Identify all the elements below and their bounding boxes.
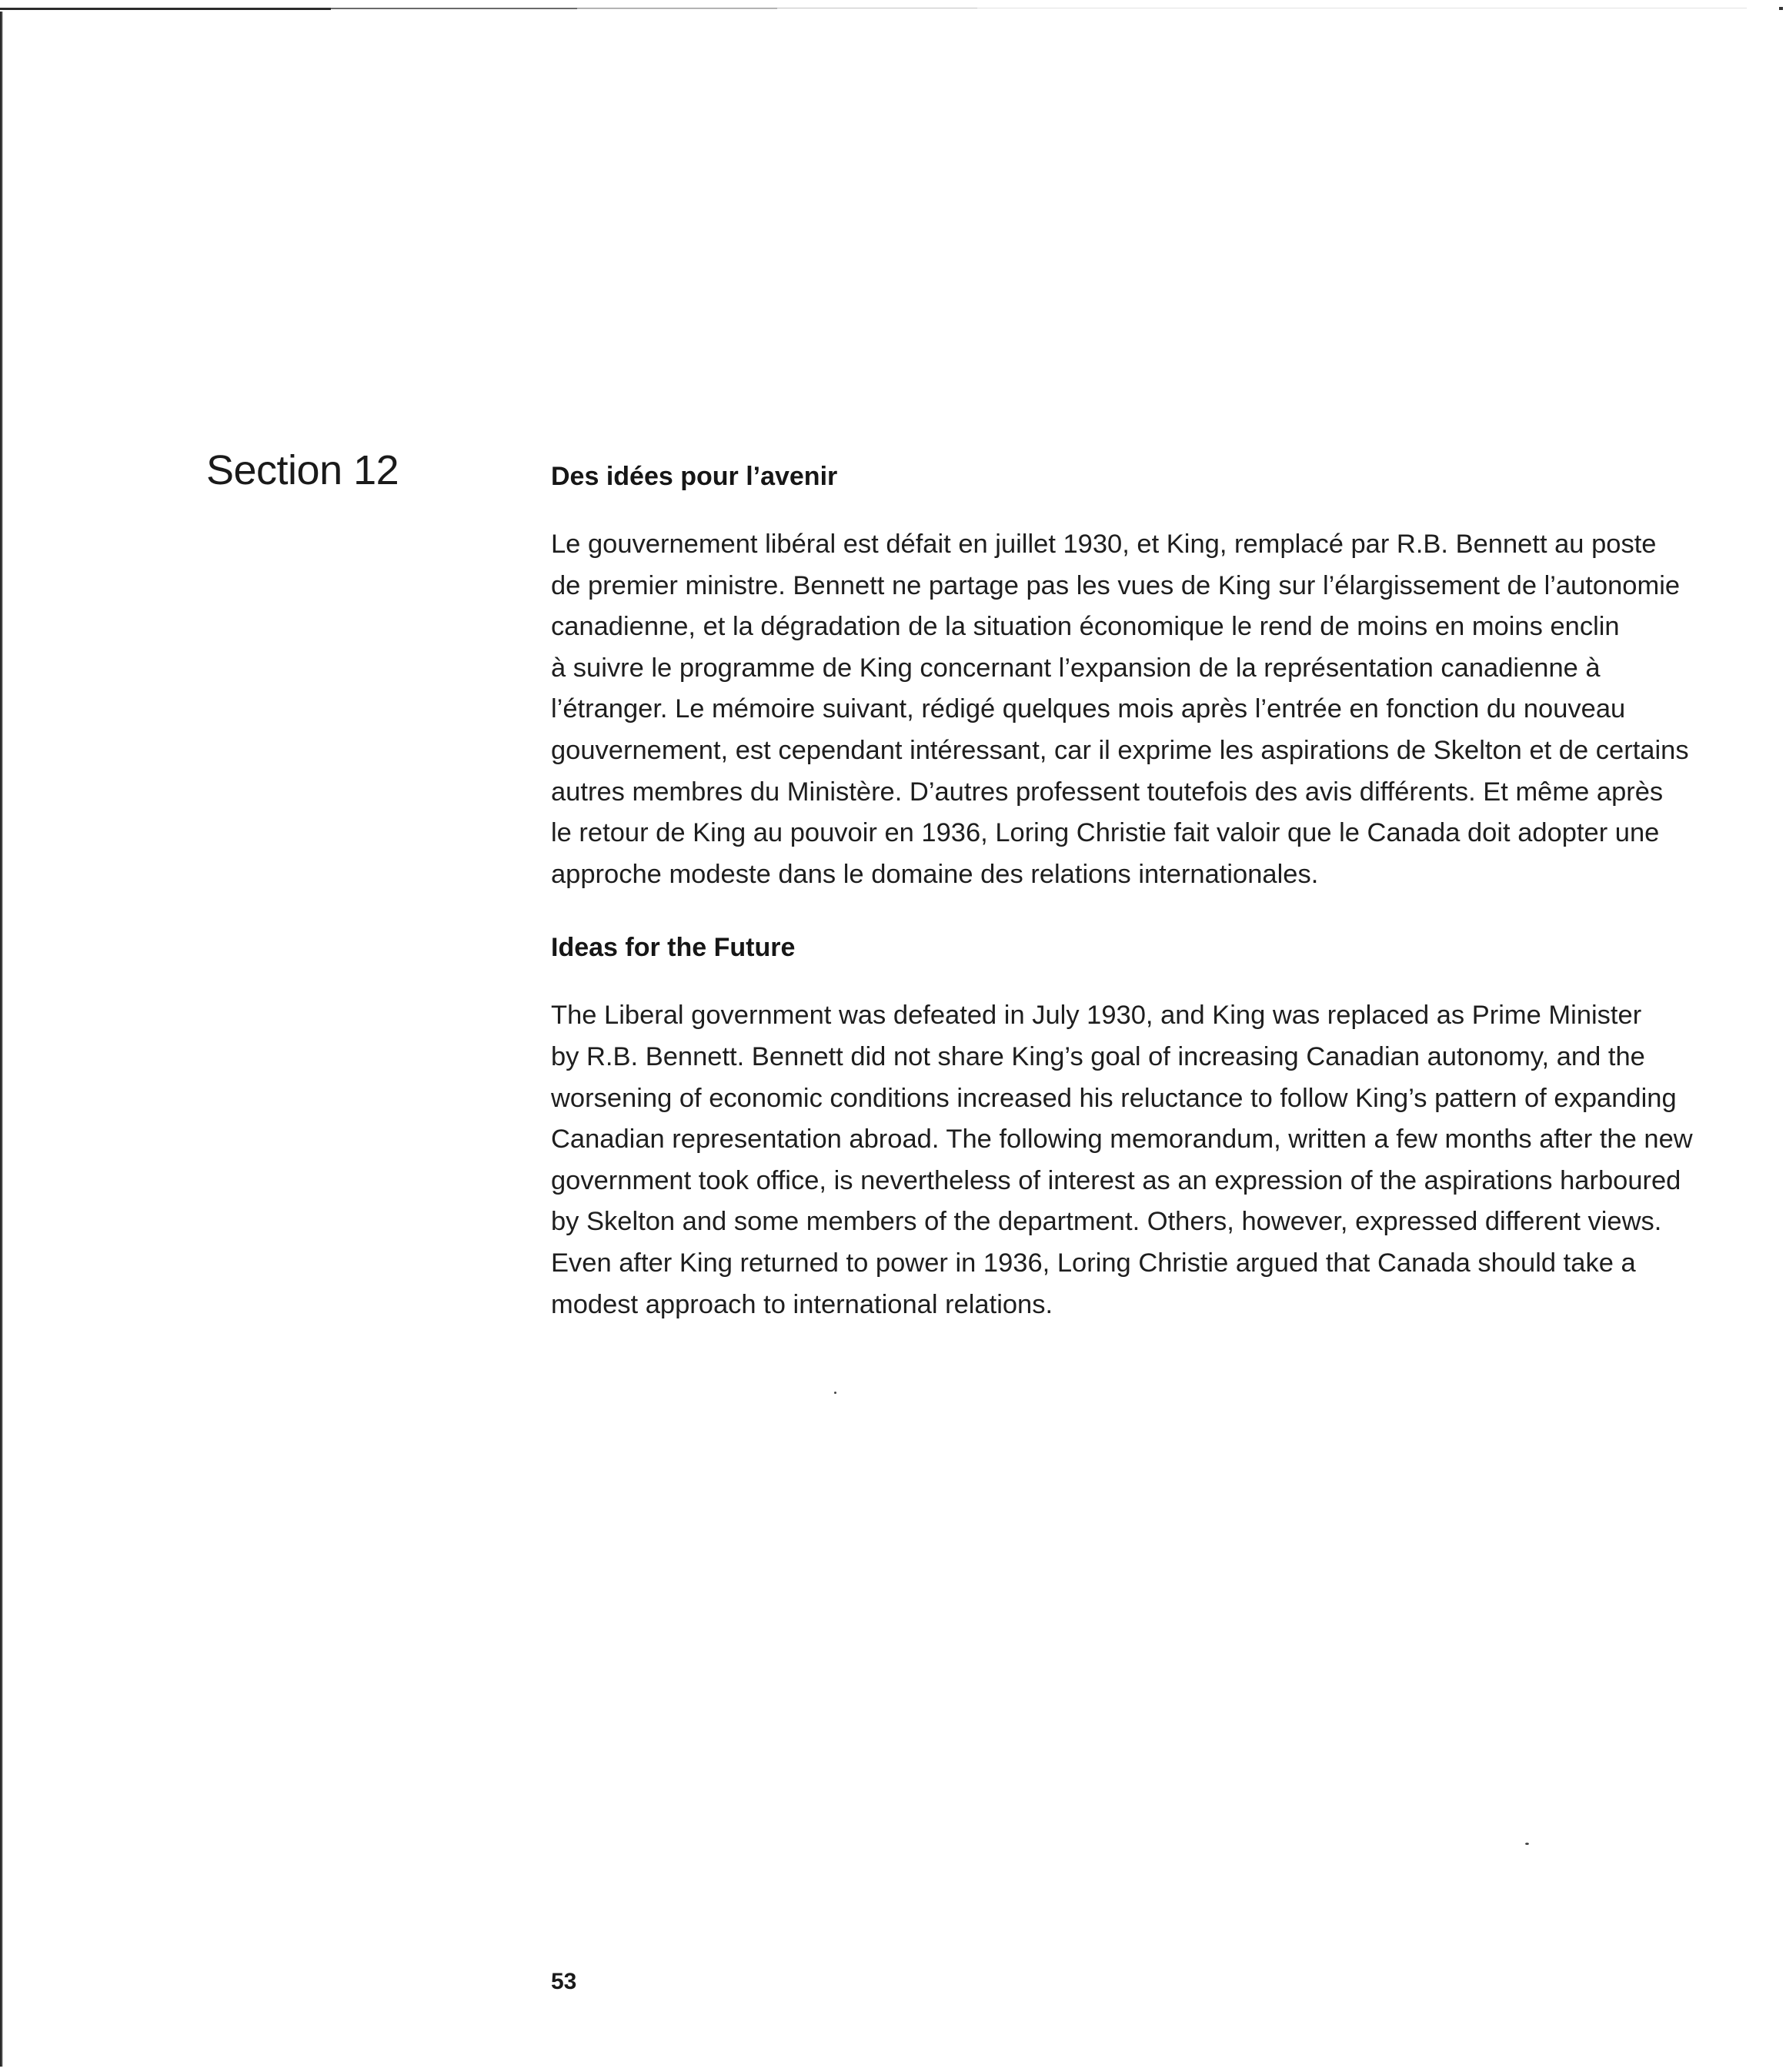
scan-speck — [834, 1392, 836, 1394]
french-heading: Des idées pour l’avenir — [551, 462, 838, 491]
scan-speck — [1525, 1843, 1529, 1845]
page-number: 53 — [551, 1969, 577, 1994]
english-line: Canadian representation abroad. The following memorandum, written a few months after the new — [551, 1125, 1693, 1155]
french-line: autres membres du Ministère. D’autres professent toutefois des avis différents. Et même après — [551, 777, 1664, 807]
english-line: modest approach to international relations. — [551, 1289, 1053, 1319]
french-line: canadienne, et la dégradation de la situation économique le rend de moins en moins enclin — [551, 612, 1620, 642]
english-line: worsening of economic conditions increased his reluctance to follow King’s pattern of expanding — [551, 1083, 1677, 1113]
french-line: gouvernement, est cependant intéressant, car il exprime les aspirations de Skelton et de certains — [551, 735, 1689, 765]
french-line: l’étranger. Le mémoire suivant, rédigé quelques mois après l’entrée en fonction du nouveau — [551, 694, 1626, 724]
english-line: by Skelton and some members of the department. Others, however, expressed different views. — [551, 1207, 1662, 1237]
english-heading: Ideas for the Future — [551, 933, 796, 963]
english-line: The Liberal government was defeated in July 1930, and King was replaced as Prime Minister — [551, 1001, 1642, 1031]
scan-left-edge — [0, 12, 3, 2067]
main-content — [551, 463, 1721, 1325]
french-line: à suivre le programme de King concernant l’expansion de la représentation canadienne à — [551, 653, 1601, 683]
french-line: Le gouvernement libéral est défait en juillet 1930, et King, remplacé par R.B. Bennett au poste — [551, 530, 1657, 559]
french-line: approche modeste dans le domaine des relations internationales. — [551, 859, 1319, 889]
french-paragraph — [551, 524, 1721, 895]
english-line: government took office, is nevertheless of interest as an expression of the aspirations harboured — [551, 1165, 1681, 1195]
french-line: de premier ministre. Bennett ne partage pas les vues de King sur l’élargissement de l’autonomie — [551, 570, 1681, 600]
section-label: Section 12 — [206, 447, 399, 493]
scan-top-rule — [0, 6, 1786, 11]
english-paragraph — [551, 995, 1721, 1325]
english-line: Even after King returned to power in 1936, Loring Christie argued that Canada should take a — [551, 1248, 1636, 1278]
french-line: le retour de King au pouvoir en 1936, Loring Christie fait valoir que le Canada doit adopter une — [551, 818, 1660, 848]
english-line: by R.B. Bennett. Bennett did not share King’s goal of increasing Canadian autonomy, and the — [551, 1041, 1645, 1071]
